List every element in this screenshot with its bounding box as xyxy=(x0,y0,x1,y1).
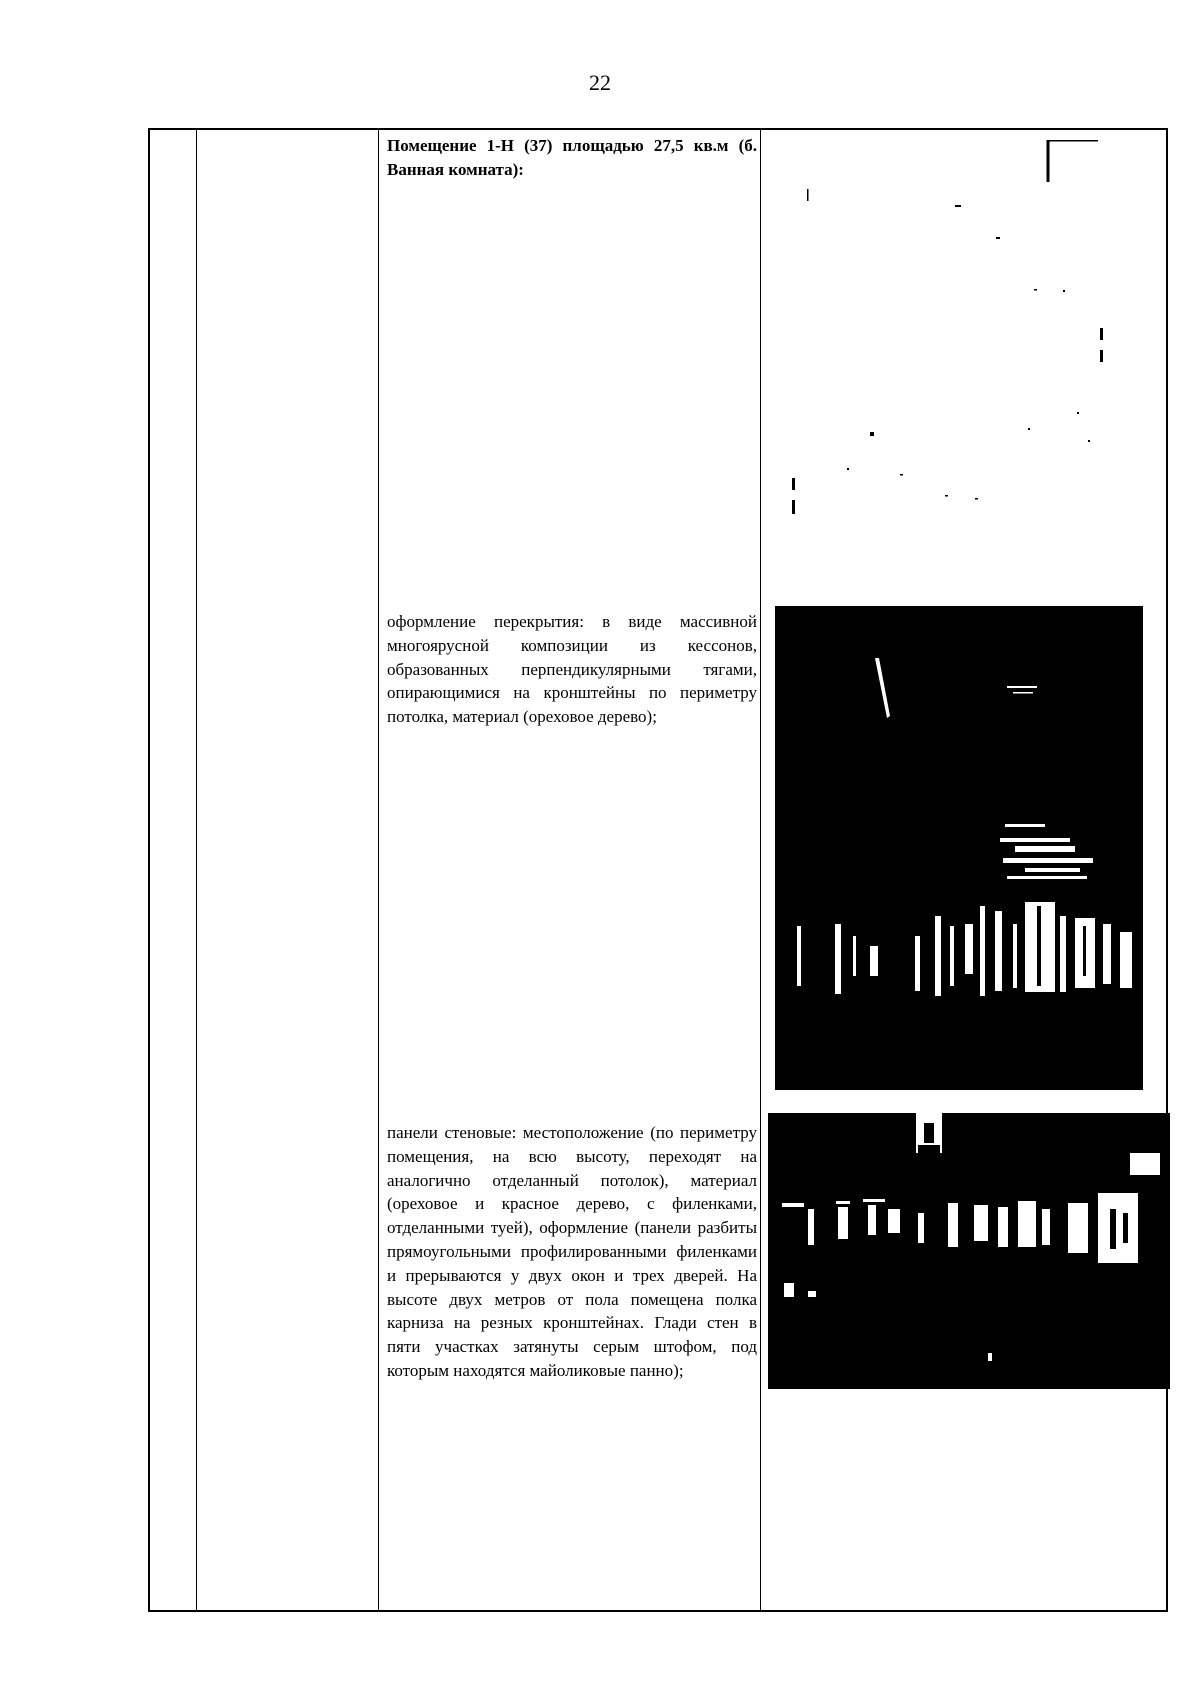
ceiling-photo xyxy=(775,606,1143,1090)
ceiling-description: оформление перекрытия: в виде массивной многоярусной композиции из кессонов, образованных перпендикулярными тягами, опирающимися на кронштейны по периметру потолка, материал (ореховое дерево); xyxy=(387,612,757,727)
page-number: 22 xyxy=(589,70,611,95)
wall-panels-photo xyxy=(768,1113,1170,1389)
room-title: Помещение 1-Н (37) площадью 27,5 кв.м (б. Ванная комната): xyxy=(387,136,757,179)
column-divider-2 xyxy=(378,130,379,1610)
wall-panels-description: панели стеновые: местоположение (по периметру помещения, на всю высоту, переходят на аналогично отделанный потолок), материал (ореховое и красное дерево, с филенками, отделанными туей), оформление (панели разбиты прямоугольными профилированными филенками и прерываются у двух окон и трех дверей. На высоте двух метров от пола помещена полка карниза на резных кронштейнах. Глади стен в пяти участках затянуты серым штофом, под которым находятся майоликовые панно); xyxy=(387,1123,757,1380)
room-photo-faded xyxy=(780,140,1130,560)
column-divider-1 xyxy=(196,130,197,1610)
column-divider-3 xyxy=(760,130,761,1610)
